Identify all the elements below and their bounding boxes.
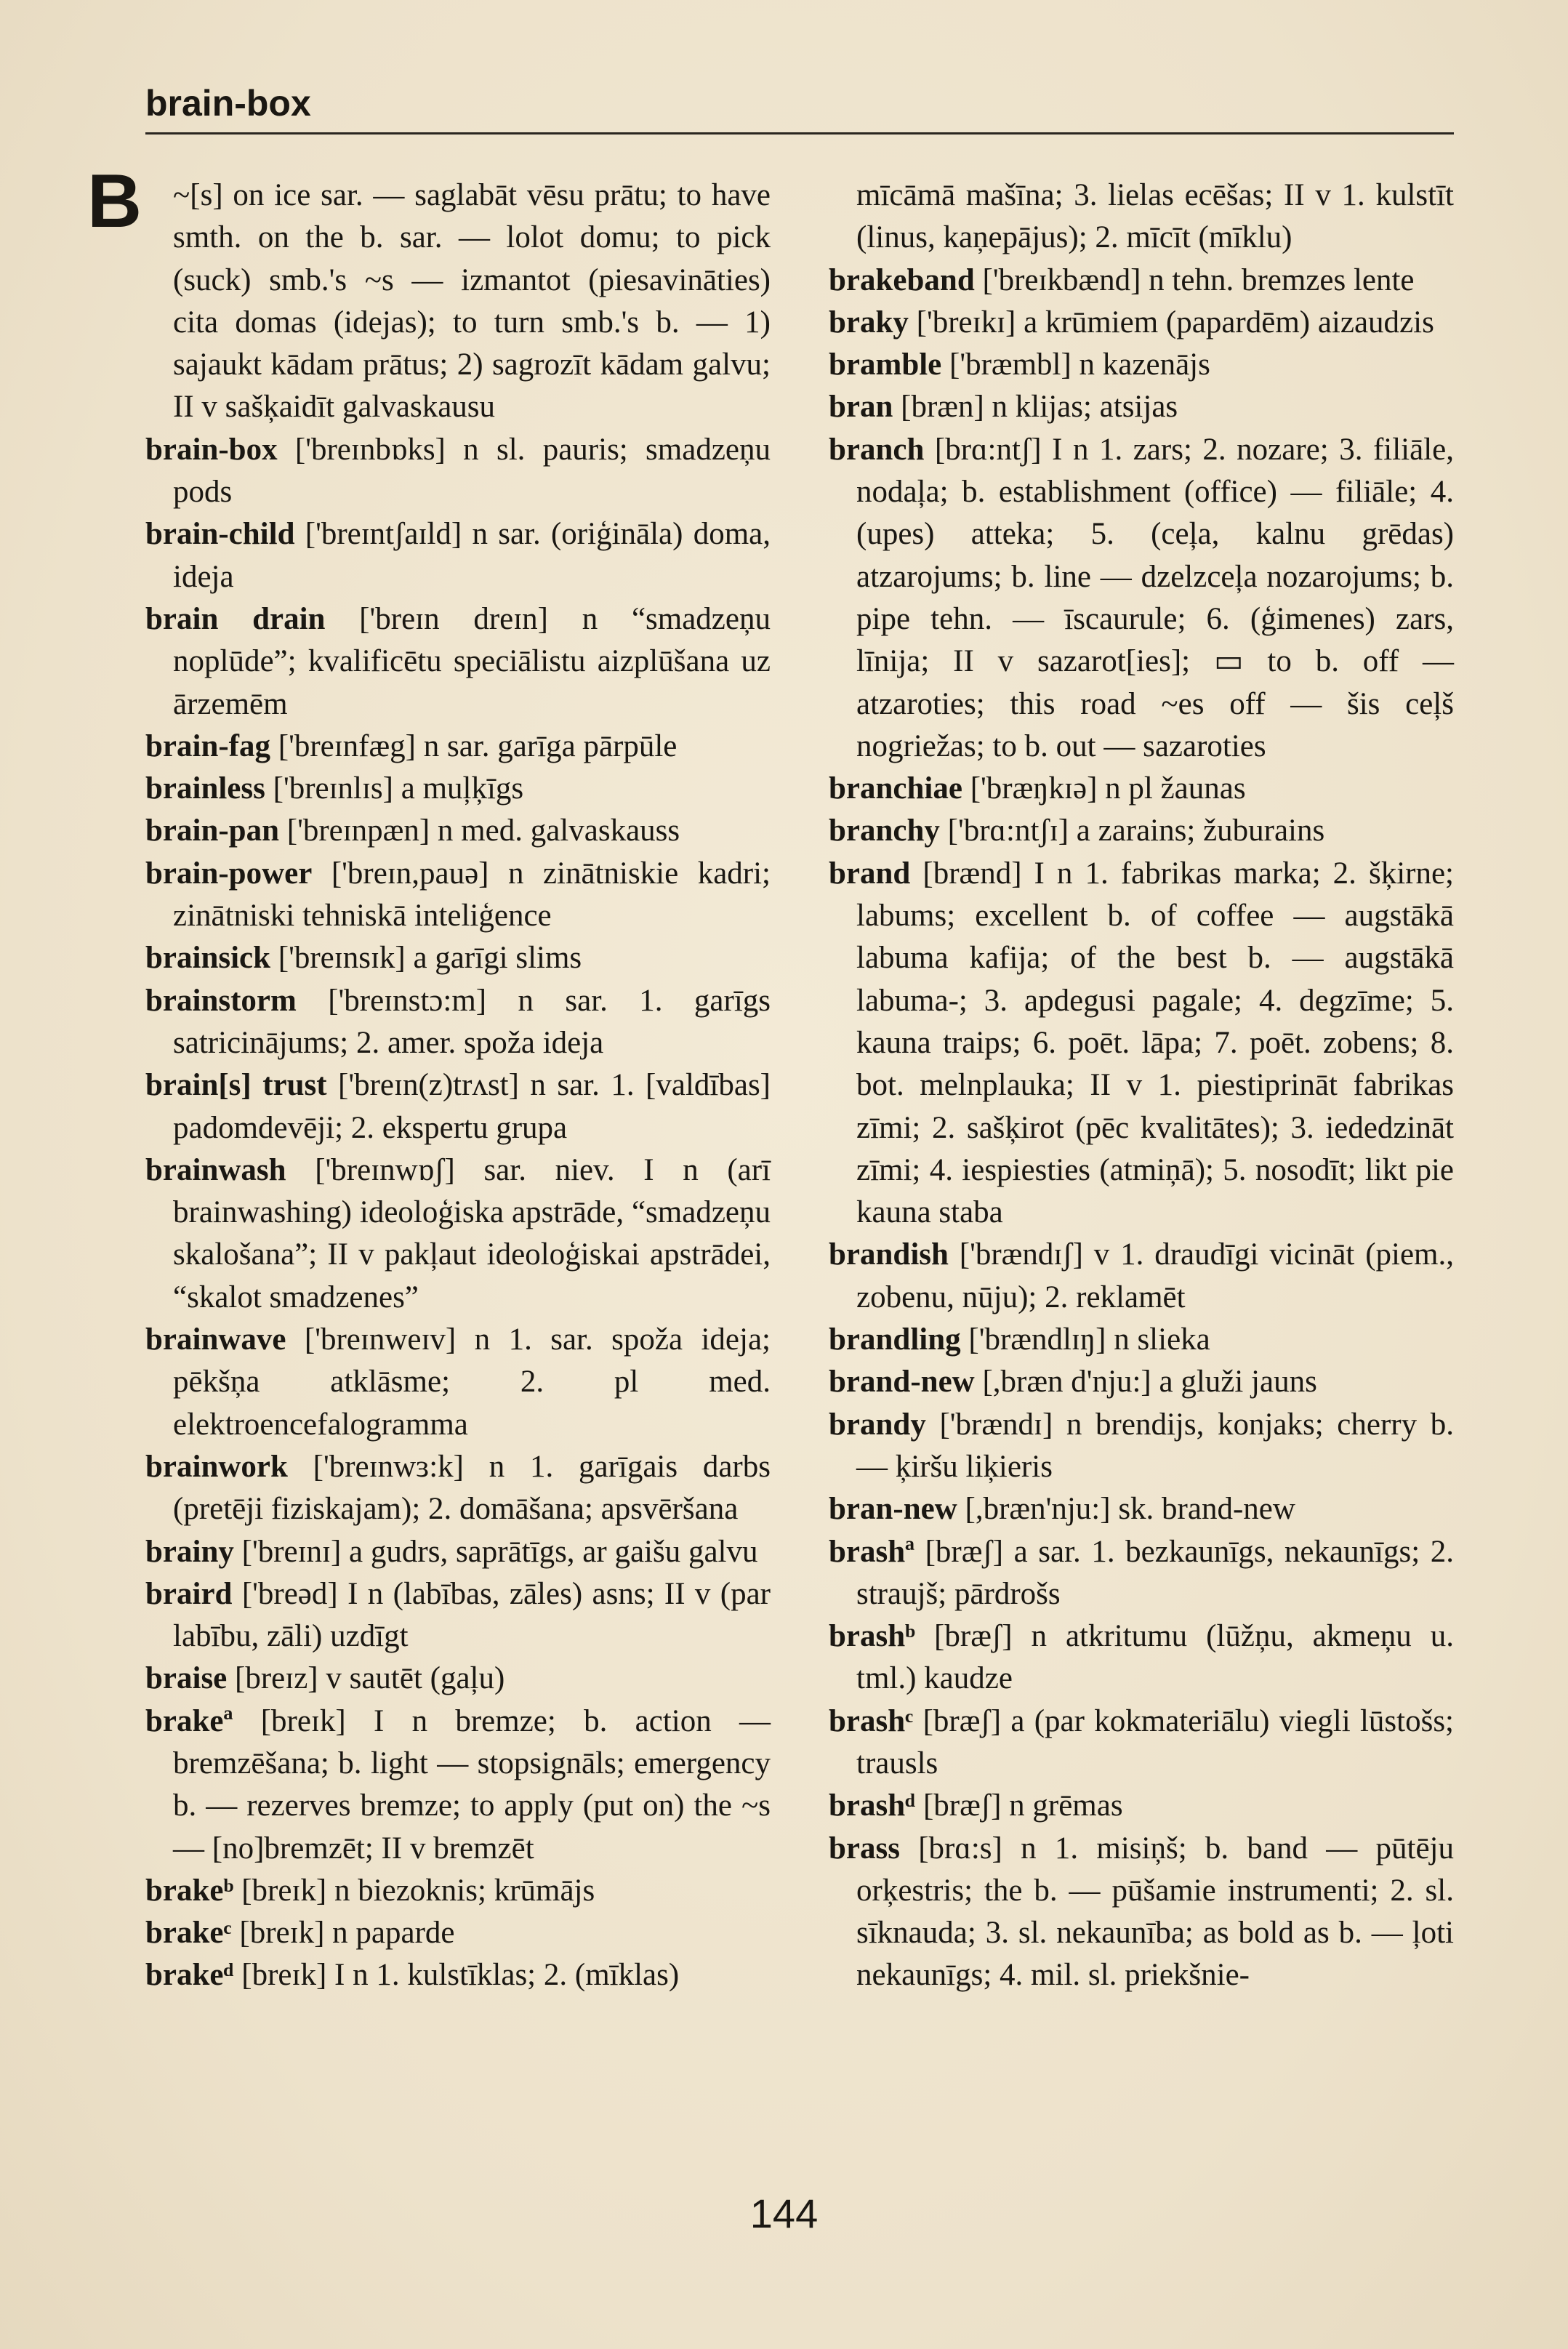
dictionary-entry xyxy=(829,302,1454,344)
dictionary-entry xyxy=(145,174,771,429)
dictionary-entry xyxy=(829,1828,1454,1997)
dictionary-entry xyxy=(145,937,771,979)
entry-definition: [breɪk] n paparde xyxy=(231,1916,455,1951)
entry-definition: [bræʃ] a (par kokmateriālu) viegli lūstošs; trausls xyxy=(856,1703,1454,1780)
entry-headword: brashᵈ xyxy=(829,1788,916,1823)
entry-headword: brainstorm xyxy=(145,983,297,1018)
entry-definition: ['brændɪ] n brendijs, konjaks; cherry b. — ķiršu liķieris xyxy=(856,1407,1454,1484)
dictionary-entry xyxy=(829,1488,1454,1530)
entry-headword: brandling xyxy=(829,1322,961,1357)
entry-definition: ['breɪnɪ] a gudrs, saprātīgs, ar gaišu galvu xyxy=(233,1534,758,1569)
dictionary-entry xyxy=(145,513,771,598)
dictionary-entry xyxy=(829,1361,1454,1403)
page-header xyxy=(145,81,1454,134)
dictionary-entry xyxy=(145,1531,771,1573)
entry-headword: brandish xyxy=(829,1237,949,1272)
entry-definition: ['brændɪʃ] v 1. draudīgi vicināt (piem., zobenu, nūju); 2. reklamēt xyxy=(856,1237,1454,1314)
entry-definition: ['breɪnpæn] n med. galvaskauss xyxy=(279,814,680,848)
entry-definition: ['breəd] I n (labības, zāles) asns; II v (par labību, zāli) uzdīgt xyxy=(173,1576,771,1654)
entry-headword: brashª xyxy=(829,1534,915,1569)
entry-definition: [brɑ:s] n 1. misiņš; b. band — pūtēju orķestris; the b. — pūšamie instrumenti; 2. sl. sīknauda; 3. sl. nekaunība; as bold as b. — ļoti nekaunīgs; 4. mil. sl. priekšnie- xyxy=(856,1831,1454,1993)
entry-headword: brashᵇ xyxy=(829,1619,916,1654)
entry-definition: ['brɑ:ntʃɪ] a zarains; žuburains xyxy=(939,814,1325,848)
dictionary-entry xyxy=(829,768,1454,810)
entry-definition: ['breɪnstɔ:m] n sar. 1. garīgs satricinājums; 2. amer. spoža ideja xyxy=(173,983,771,1060)
dictionary-entry xyxy=(829,1615,1454,1700)
entry-headword: brakeband xyxy=(829,262,975,297)
entry-headword: brain-child xyxy=(145,517,295,552)
entry-headword: brain drain xyxy=(145,601,326,636)
entry-headword: brainwork xyxy=(145,1449,288,1484)
entry-definition: [bræn] n klijas; atsijas xyxy=(893,390,1178,425)
entry-headword: braird xyxy=(145,1576,233,1611)
entry-definition: ['breɪkbænd] n tehn. bremzes lente xyxy=(974,262,1415,297)
entry-definition: ['breɪn dreɪn] n “smadzeņu noplūde”; kvalificētu speciālistu aizplūšana uz ārzemēm xyxy=(173,601,771,721)
entry-definition: [,bræn d'nju:] a gluži jauns xyxy=(974,1365,1317,1400)
entry-definition: [breɪk] n biezoknis; krūmājs xyxy=(233,1873,595,1908)
entry-definition: [brænd] I n 1. fabrikas marka; 2. šķirne; labums; excellent b. of coffee — augstākā labuma kafija; of the best b. — augstākā labuma-; 3. apdegusi pagale; 4. degzīme; 5. kauna traips; 6. poēt. lāpa; 7. poēt. zobens; 8. bot. melnplauka; II v 1. piestiprināt fabrikas zīmi; 2. sašķirot (pēc kvalitātes); 3. iededzināt zīmi; 4. iespiesties (atmiņā); 5. nosodīt; likt pie kauna staba xyxy=(856,856,1454,1230)
entry-headword: brass xyxy=(829,1831,900,1866)
entry-headword: brainwave xyxy=(145,1322,286,1357)
entry-headword: braise xyxy=(145,1661,228,1696)
entry-headword: brakeᵈ xyxy=(145,1958,234,1993)
dictionary-entry xyxy=(829,386,1454,428)
entry-definition: [bræʃ] n atkritumu (lūžņu, akmeņu u. tml.) kaudze xyxy=(856,1619,1454,1696)
entry-headword: brain-fag xyxy=(145,728,270,763)
entry-headword: brain-pan xyxy=(145,814,280,848)
entry-definition: [bræʃ] a sar. 1. bezkaunīgs, nekaunīgs; 2. straujš; pārdrošs xyxy=(856,1534,1454,1611)
entry-definition: ['bræmbl] n kazenājs xyxy=(941,348,1210,382)
entry-headword: brand xyxy=(829,856,911,891)
entry-definition: [breɪk] I n bremze; b. action — bremzēšana; b. light — stopsignāls; emergency b. — rezerves bremze; to apply (put on) the ~s — [no]bremzēt; II v bremzēt xyxy=(173,1703,771,1866)
dictionary-entry xyxy=(145,1149,771,1319)
dictionary-entry xyxy=(145,1446,771,1531)
dictionary-entry xyxy=(145,1912,771,1954)
dictionary-entry xyxy=(829,810,1454,852)
entry-definition: ['bræŋkɪə] n pl žaunas xyxy=(962,771,1246,806)
dictionary-entry xyxy=(829,260,1454,302)
dictionary-entry xyxy=(829,1700,1454,1786)
entry-definition: [bræʃ] n grēmas xyxy=(915,1788,1123,1823)
dictionary-entry xyxy=(829,344,1454,386)
dictionary-entry xyxy=(145,853,771,938)
entry-headword: branchy xyxy=(829,814,940,848)
entry-headword: brain[s] trust xyxy=(145,1068,327,1103)
entry-headword: branchiae xyxy=(829,771,962,806)
entry-definition: ['breɪn(z)trʌst] n sar. 1. [valdības] padomdevēji; 2. ekspertu grupa xyxy=(173,1068,771,1145)
entry-definition: mīcāmā mašīna; 3. lielas ecēšas; II v 1. kulstīt (linus, kaņepājus); 2. mīcīt (mīklu) xyxy=(856,178,1454,255)
dictionary-entry xyxy=(145,1870,771,1912)
page-number: 144 xyxy=(749,2191,819,2236)
dictionary-entry xyxy=(145,1658,771,1700)
section-letter: B xyxy=(87,159,142,244)
dictionary-entry xyxy=(145,726,771,768)
entry-definition: ['breɪnwɜ:k] n 1. garīgais darbs (pretēji fiziskajam); 2. domāšana; apsvēršana xyxy=(173,1449,771,1527)
dictionary-entry xyxy=(145,1700,771,1870)
entry-definition: ['brændlɪŋ] n slieka xyxy=(960,1322,1210,1357)
dictionary-entry xyxy=(145,429,771,514)
dictionary-entry xyxy=(829,1319,1454,1361)
entry-headword: bramble xyxy=(829,348,942,382)
dictionary-entry xyxy=(829,429,1454,768)
dictionary-entry xyxy=(145,1319,771,1446)
entry-definition: ['breɪnsɪk] a garīgi slims xyxy=(270,941,582,976)
entry-definition: ['breɪnwɒʃ] sar. niev. I n (arī brainwashing) ideoloģiska apstrāde, “smadzeņu skalošana”; II v pakļaut ideoloģiskai apstrādei, “skalot smadzenes” xyxy=(173,1152,771,1314)
entry-definition: ['breɪnbɒks] n sl. pauris; smadzeņu pods xyxy=(173,432,771,510)
entry-headword: brainwash xyxy=(145,1152,286,1187)
dictionary-entry xyxy=(145,1573,771,1658)
dictionary-entry xyxy=(829,853,1454,1234)
entry-headword: brainsick xyxy=(145,941,271,976)
entry-headword: bran xyxy=(829,390,893,425)
entry-definition: ['breɪnlɪs] a muļķīgs xyxy=(265,771,524,806)
dictionary-entry xyxy=(829,1404,1454,1489)
entry-headword: brainy xyxy=(145,1534,234,1569)
right-column xyxy=(829,174,1454,1997)
dictionary-entry xyxy=(145,1954,771,1996)
entry-definition: [breɪk] I n 1. kulstīklas; 2. (mīklas) xyxy=(233,1958,680,1993)
entry-definition: ['breɪkɪ] a krūmiem (papardēm) aizaudzis xyxy=(908,305,1434,340)
entry-headword: brand-new xyxy=(829,1365,975,1400)
entry-headword: branch xyxy=(829,432,925,467)
entry-headword: bran-new xyxy=(829,1492,957,1527)
dictionary-entry xyxy=(829,1785,1454,1827)
entry-definition: ['breɪn,pauə] n zinātniskie kadri; zinātniski tehniskā inteliģence xyxy=(173,856,771,933)
entry-definition: [,bræn'nju:] sk. brand-new xyxy=(957,1492,1295,1527)
dictionary-entry xyxy=(829,174,1454,260)
entry-headword: brain-power xyxy=(145,856,313,891)
left-column xyxy=(145,174,771,1997)
dictionary-entry xyxy=(145,810,771,852)
guide-word: brain-box xyxy=(145,83,311,124)
entry-definition: ['breɪntʃaɪld] n sar. (oriģināla) doma, ideja xyxy=(173,517,771,594)
entry-headword: brakeᵇ xyxy=(145,1873,234,1908)
entry-headword: brandy xyxy=(829,1407,926,1442)
dictionary-entry xyxy=(145,598,771,726)
entry-headword: brain-box xyxy=(145,432,278,467)
dictionary-entry xyxy=(829,1234,1454,1319)
dictionary-entry xyxy=(145,768,771,810)
entry-definition: ['breɪnfæg] n sar. garīga pārpūle xyxy=(270,728,678,763)
dictionary-entry xyxy=(829,1531,1454,1616)
entry-headword: brashᶜ xyxy=(829,1703,914,1738)
entry-definition: ['breɪnweɪv] n 1. sar. spoža ideja; pēkšņa atklāsme; 2. pl med. elektroencefalogramma xyxy=(173,1322,771,1442)
entry-definition: [breɪz] v sautēt (gaļu) xyxy=(227,1661,505,1696)
entry-headword: brainless xyxy=(145,771,265,806)
dictionary-entry xyxy=(145,1064,771,1149)
entry-headword: brakeª xyxy=(145,1703,233,1738)
entry-definition: [brɑ:ntʃ] I n 1. zars; 2. nozare; 3. filiāle, nodaļa; b. establishment (office) — filiāle; 4. (upes) atteka; 5. (ceļa, kalnu grēdas) atzarojums; b. line — dzelzceļa nozarojums; b. pipe tehn. — īscaurule; 6. (ģimenes) zars, līnija; II v sazarot[ies]; ▭ to b. off — atzaroties; this road ~es off — šis ceļš nogriežas; to b. out — sazaroties xyxy=(856,432,1454,763)
entry-headword: brakeᶜ xyxy=(145,1916,232,1951)
entry-headword: braky xyxy=(829,305,909,340)
entry-definition: ~[s] on ice sar. — saglabāt vēsu prātu; to have smth. on the b. sar. — lolot domu; to pick (suck) smb.'s ~s — izmantot (piesavināties) cita domas (idejas); to turn smb.'s b. — 1) sajaukt kādam prātus; 2) sagrozīt kādam galvu; II v sašķaidīt galvaskausu xyxy=(173,178,771,425)
dictionary-entry xyxy=(145,980,771,1065)
